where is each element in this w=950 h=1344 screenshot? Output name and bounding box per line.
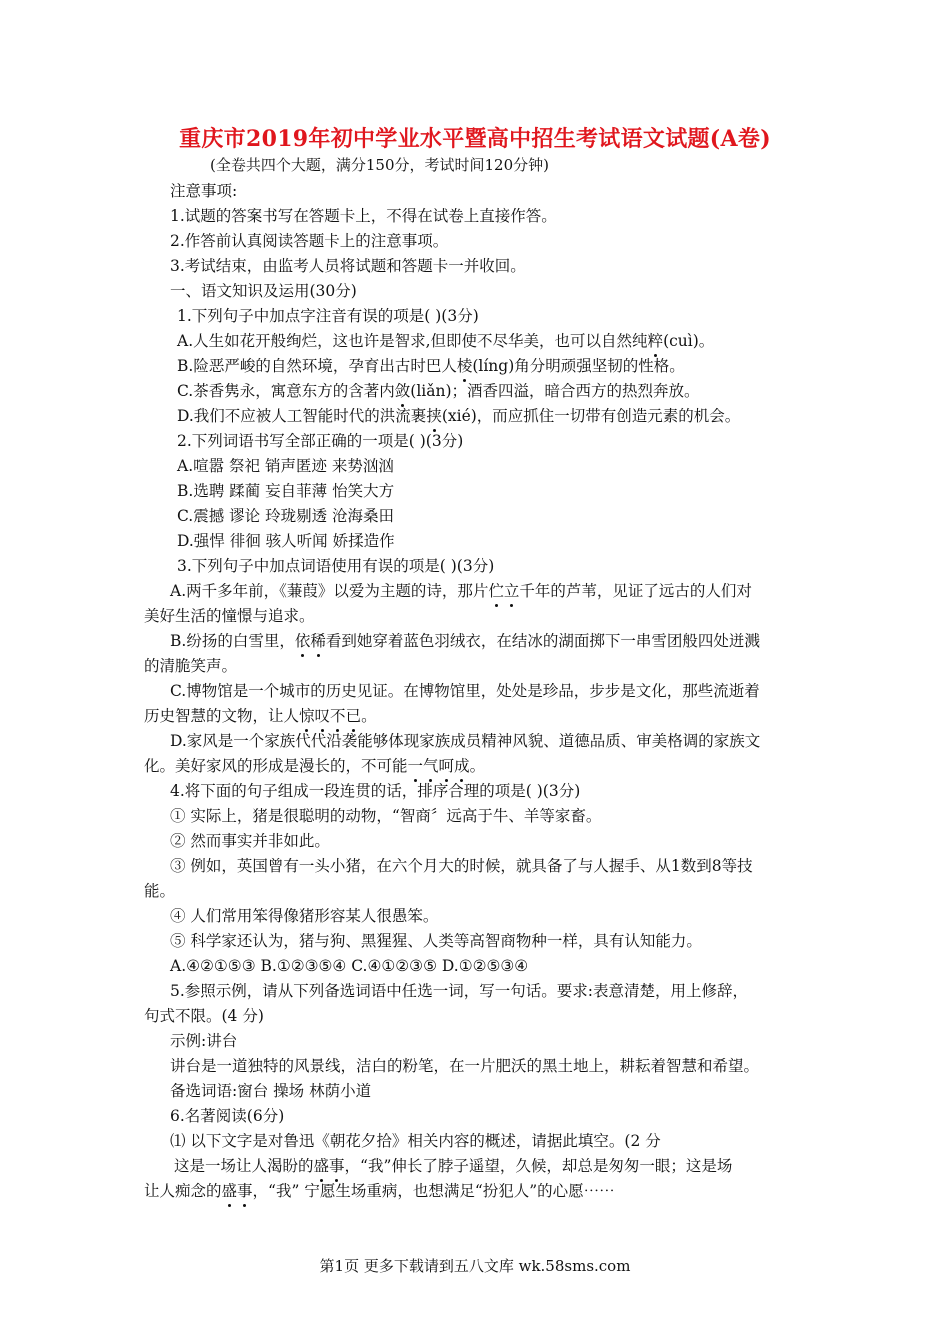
q3-option-d-cont: 化。美好家风的形成是漫长的，不可能一气呵成。	[144, 757, 486, 775]
q3-option-d: D.家风是一个家族代代沿袭能够体现家族成员精神风貌、道德品质、审美格调的家族文	[170, 732, 761, 750]
q4-sentence-3-cont: 能。	[144, 882, 176, 900]
notice-heading: 注意事项:	[170, 182, 238, 200]
q6-passage-line-1: 这是一场让人渴盼的盛事，“我”伸长了脖子遥望，久候，却总是匆匆一眼；这是场	[174, 1157, 733, 1175]
section-1-heading: 一、语文知识及运用(30分)	[170, 282, 357, 300]
q2-option-b: B.选聘 蹂蔺 妄自菲薄 怡笑大方	[177, 482, 395, 500]
q2-option-a: A.喧嚣 祭祀 销声匿迹 来势汹汹	[177, 457, 394, 475]
q5-stem: 5.参照示例，请从下列备选词语中任选一词，写一句话。要求:表意清楚，用上修辞，	[170, 982, 749, 1000]
dotted-char: 敛	[394, 382, 411, 400]
exam-subtitle: (全卷共四个大题，满分150分，考试时间120分钟)	[210, 156, 549, 174]
dotted-char: 呵	[438, 757, 455, 775]
notice-item-3: 3.考试结束，由监考人员将试题和答题卡一并收回。	[170, 257, 526, 275]
dotted-char: 挟	[426, 407, 442, 425]
q1-stem: 1.下列句子中加点字注音有误的项是( )(3分)	[177, 307, 479, 325]
notice-item-1: 1.试题的答案书写在答题卡上，不得在试卷上直接作答。	[170, 207, 557, 225]
exam-title: 重庆市2019年初中学业水平暨高中招生考试语文试题(A卷)	[179, 126, 771, 152]
dotted-char: 稀	[310, 632, 326, 650]
q6-stem: 6.名著阅读(6分)	[170, 1107, 285, 1125]
q1-option-d: D.我们不应被人工智能时代的洪流裹挟(xié)，而应抓住一切带有创造元素的机会。	[177, 407, 741, 425]
dotted-char: 粹	[647, 332, 664, 350]
q4-sentence-4: ④ 人们常用笨得像猪形容某人很愚笨。	[170, 907, 439, 925]
q1-option-c: C.茶香隽永，寓意东方的含著内敛(liǎn)；酒香四溢，暗合西方的热烈奔放。	[177, 382, 700, 400]
dotted-char: 叹	[314, 707, 331, 725]
dotted-char: 事	[237, 1182, 253, 1200]
q2-option-c: C.震撼 谬论 玲珑剔透 沧海桑田	[177, 507, 395, 525]
q6-sub-1: ⑴ 以下文字是对鲁迅《朝花夕拾》相关内容的概述，请据此填空。(2 分	[170, 1132, 661, 1150]
dotted-char: 惊	[299, 707, 315, 725]
q1-option-a: A.人生如花开般绚烂，这也许是智求,但即使不尽华美，也可以自然纯粹(cuì)。	[177, 332, 715, 350]
dotted-char: 盛	[221, 1182, 238, 1200]
page-footer: 第1页 更多下载请到五八文库 wk.58sms.com	[319, 1257, 631, 1275]
q5-choices: 备选词语:窗台 操场 林荫小道	[170, 1082, 372, 1100]
q3-option-c-cont: 历史智慧的文物，让人惊叹不已。	[144, 707, 377, 725]
q2-stem: 2.下列词语书写全部正确的一项是( )(3分)	[177, 432, 464, 450]
q5-example-text: 讲台是一道独特的风景线，洁白的粉笔，在一片肥沃的黑土地上，耕耘着智慧和希望。	[170, 1057, 760, 1075]
q4-stem: 4.将下面的句子组成一段连贯的话，排序合理的项是( )(3分)	[170, 782, 581, 800]
q3-option-b: B.纷扬的白雪里，依稀看到她穿着蓝色羽绒衣，在结冰的湖面掷下一串雪团般四处迸溅	[170, 632, 760, 650]
dotted-char: 盛	[313, 1157, 330, 1175]
dotted-char: 伫	[488, 582, 504, 600]
q3-stem: 3.下列句子中加点词语使用有误的项是( )(3分)	[177, 557, 495, 575]
q4-sentence-2: ② 然而事实并非如此。	[170, 832, 330, 850]
q1-option-b: B.险恶严峻的自然环境，孕育出古时巴人棱(líng)角分明顽强坚韧的性格。	[177, 357, 685, 375]
dotted-char: 成	[454, 757, 470, 775]
q3-option-c: C.博物馆是一个城市的历史见证。在博物馆里，处处是珍品，步步是文化，那些流逝着	[170, 682, 760, 700]
dotted-char: 棱	[456, 357, 473, 375]
dotted-char: 气	[423, 757, 439, 775]
q4-options: A.④②①⑤③ B.①②③⑤④ C.④①②③⑤ D.①②⑤③④	[170, 957, 529, 975]
dotted-char: 依	[294, 632, 311, 650]
q5-stem-cont: 句式不限。(4 分)	[144, 1007, 264, 1025]
dotted-char: 一	[407, 757, 424, 775]
q6-passage-line-2: 让人痴念的盛事，“我” 宁愿生场重病，也想满足“扮犯人”的心愿⋯⋯	[144, 1182, 615, 1200]
q4-sentence-3: ③ 例如，英国曾有一头小猪，在六个月大的时候，就具备了与人握手、从1数到8等技	[170, 857, 753, 875]
q5-example-label: 示例:讲台	[170, 1032, 238, 1050]
dotted-char: 事	[329, 1157, 345, 1175]
notice-item-2: 2.作答前认真阅读答题卡上的注意事项。	[170, 232, 449, 250]
q3-option-a: A.两千多年前，《蒹葭》以爱为主题的诗，那片伫立千年的芦苇，见证了远古的人们对	[170, 582, 752, 600]
dotted-char: 立	[503, 582, 520, 600]
q2-option-d: D.强悍 徘徊 骇人听闻 娇揉造作	[177, 532, 395, 550]
q3-option-a-cont: 美好生活的憧憬与追求。	[144, 607, 315, 625]
q4-sentence-1: ① 实际上，猪是很聪明的动物，“智商〞远高于牛、羊等家畜。	[170, 807, 602, 825]
dotted-char: 不	[330, 707, 346, 725]
q4-sentence-5: ⑤ 科学家还认为，猪与狗、黑猩猩、人类等高智商物种一样，具有认知能力。	[170, 932, 702, 950]
q3-option-b-cont: 的清脆笑声。	[144, 657, 238, 675]
dotted-char: 已	[345, 707, 362, 725]
